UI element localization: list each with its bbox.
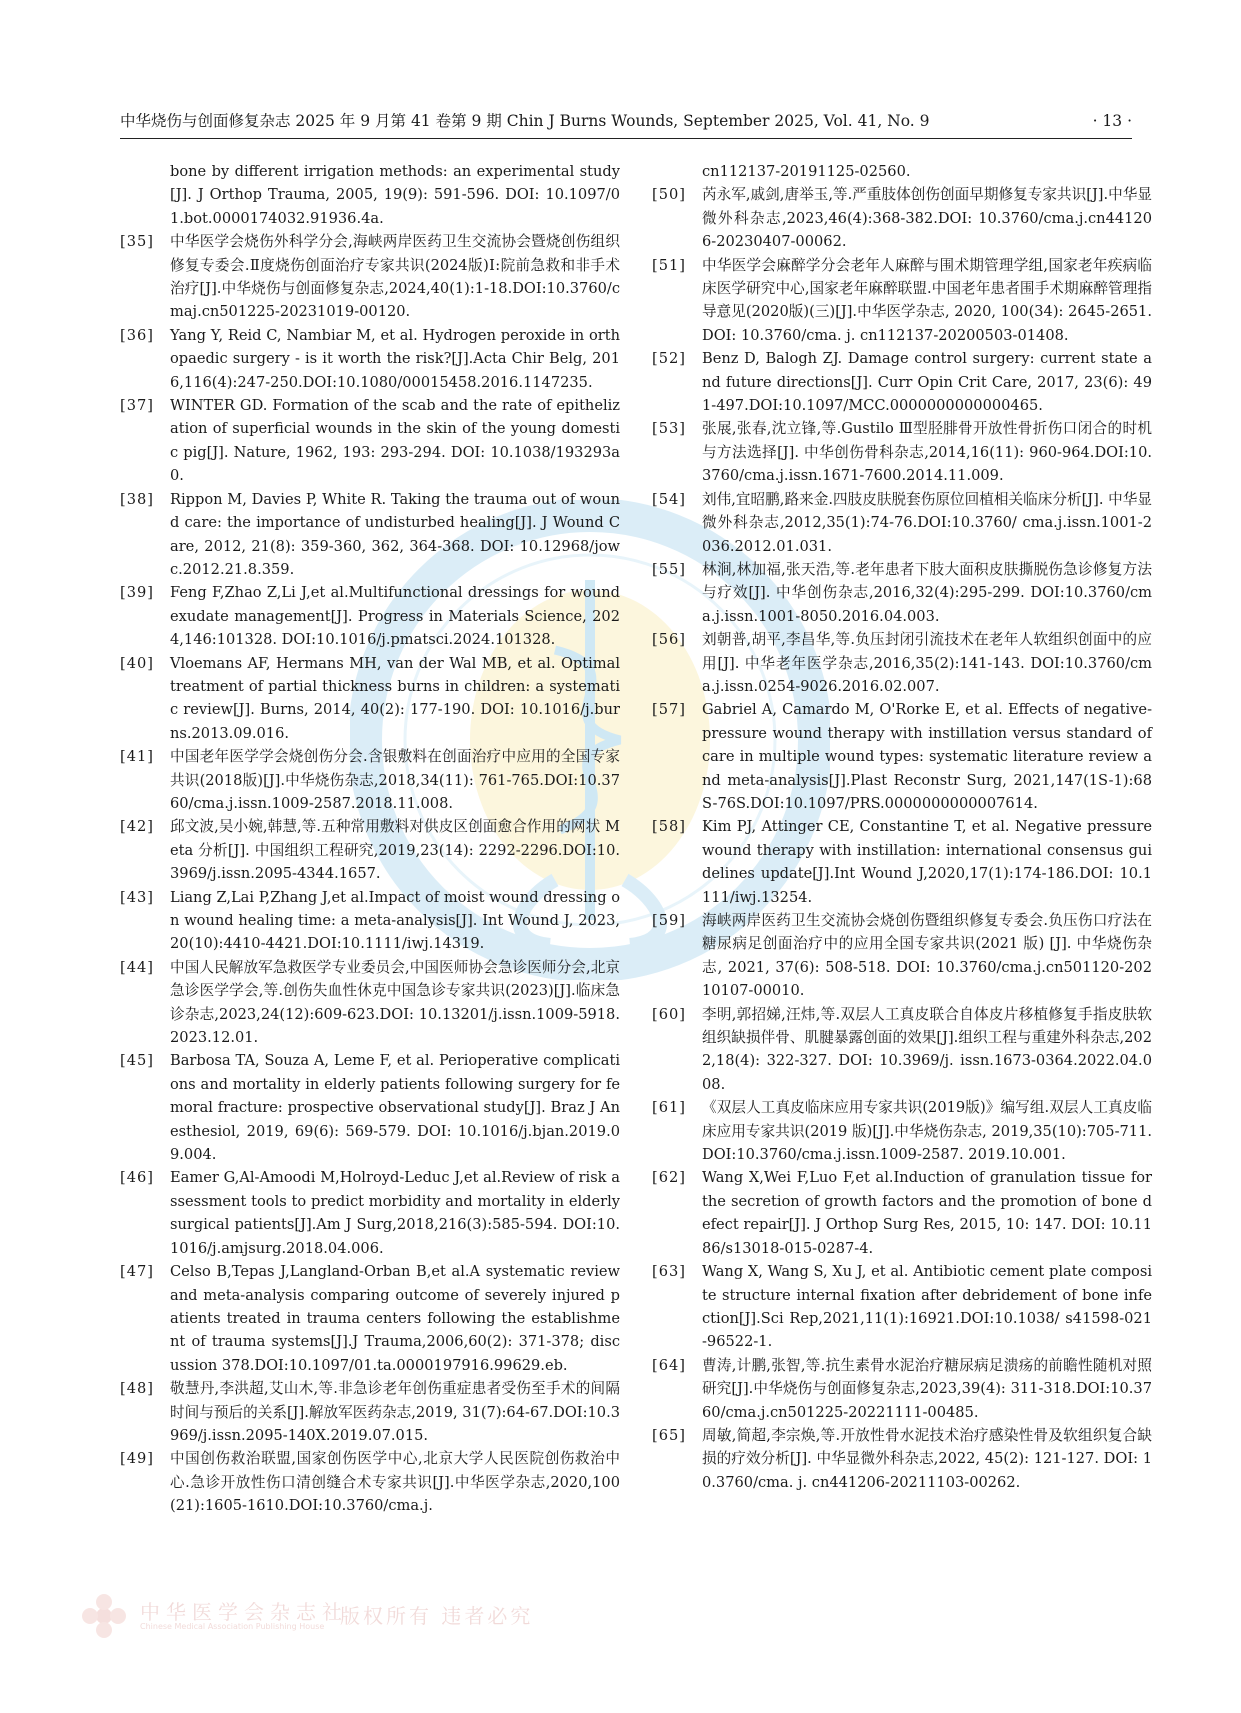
reference-item — [652, 909, 1152, 1003]
reference-text: 曹涛,计鹏,张智,等.抗生素骨水泥治疗糖尿病足溃疡的前瞻性随机对照研究[J].中华烧伤与创面修复杂志,2023,39(4): 311-318.DOI:10.3760/cma.j.cn501225-20221111-00485. — [702, 1356, 1152, 1421]
reference-item — [652, 417, 1152, 487]
reference-item — [120, 488, 620, 582]
reference-number: [48] — [120, 1380, 154, 1398]
reference-number: [50] — [652, 186, 686, 204]
reference-number: [36] — [120, 326, 154, 344]
copyright-notice: 版权所有 违者必究 — [340, 1604, 534, 1628]
reference-number: [38] — [120, 490, 154, 508]
reference-number: [42] — [120, 818, 154, 836]
reference-text: Barbosa TA, Souza A, Leme F, et al. Perioperative complications and mortality in elderly patients following surgery for femoral fracture: prospective observational study[J]. Braz J Anesthesiol, 2019, 69(6): 569-579. DOI: 10.1016/j.bjan.2019.09.004. — [170, 1052, 620, 1164]
reference-text: 张展,张春,沈立锋,等.Gustilo Ⅲ型胫腓骨开放性骨折伤口闭合的时机与方法选择[J]. 中华创伤骨科杂志,2014,16(11): 960-964.DOI:10.3760/cma.j.issn.1671-7600.2014.11.009. — [702, 420, 1152, 485]
reference-number: [39] — [120, 584, 154, 602]
reference-number: [57] — [652, 701, 686, 719]
reference-item — [120, 1049, 620, 1166]
reference-number: [51] — [652, 256, 686, 274]
reference-item — [120, 1260, 620, 1377]
reference-item — [120, 745, 620, 815]
reference-text: 周敏,简超,李宗焕,等.开放性骨水泥技术治疗感染性骨及软组织复合缺损的疗效分析[J]. 中华显微外科杂志,2022, 45(2): 121-127. DOI: 10.3760/cma. j. cn441206-20211103-00262. — [702, 1426, 1152, 1491]
reference-text: Gabriel A, Camardo M, O'Rorke E, et al. Effects of negative-pressure wound therapy with instillation versus standard of care in multiple wound types: systematic literature review and meta-analysis[J].Plast Reconstr Surg, 2021,147(1S-1):68S-76S.DOI:10.1097/PRS.0000000000007614. — [702, 701, 1152, 812]
reference-text: Eamer G,Al-Amoodi M,Holroyd-Leduc J,et al.Review of risk assessment tools to predict morbidity and mortality in elderly surgical patients[J].Am J Surg,2018,216(3):585-594. DOI:10.1016/j.amjsurg.2018.04.006. — [170, 1169, 620, 1257]
reference-text: WINTER GD. Formation of the scab and the rate of epithelization of superficial wounds in the skin of the young domestic pig[J]. Nature, 1962, 193: 293-294. DOI: 10.1038/193293a0. — [170, 397, 620, 485]
publisher-name-en: Chinese Medical Association Publishing House — [140, 1622, 325, 1631]
reference-text: Liang Z,Lai P,Zhang J,et al.Impact of moist wound dressing on wound healing time: a meta-analysis[J]. Int Wound J, 2023,20(10):4410-4421.DOI:10.1111/iwj.14319. — [170, 888, 620, 953]
reference-number: [37] — [120, 397, 154, 415]
reference-item — [652, 1003, 1152, 1097]
reference-number: [55] — [652, 560, 686, 578]
reference-text: Wang X,Wei F,Luo F,et al.Induction of granulation tissue for the secretion of growth factors and the promotion of bone defect repair[J]. J Orthop Surg Res, 2015, 10: 147. DOI: 10.1186/s13018-015-0287-4. — [702, 1169, 1152, 1257]
reference-item — [652, 1424, 1152, 1494]
reference-item — [120, 652, 620, 746]
reference-item — [120, 1447, 620, 1517]
reference-text: 林涧,林加福,张天浩,等.老年患者下肢大面积皮肤撕脱伤急诊修复方法与疗效[J]. 中华创伤杂志,2016,32(4):295-299. DOI:10.3760/cma.j.issn.1001-8050.2016.04.003. — [702, 560, 1152, 625]
reference-text: 《双层人工真皮临床应用专家共识(2019版)》编写组.双层人工真皮临床应用专家共识(2019 版)[J].中华烧伤杂志, 2019,35(10):705-711.DOI:10.3760/cma.j.issn.1009-2587. 2019.10.001. — [702, 1099, 1152, 1164]
reference-text: 邱文波,吴小婉,韩慧,等.五种常用敷料对供皮区创面愈合作用的网状 Meta 分析[J]. 中国组织工程研究,2019,23(14): 2292-2296.DOI:10.3969/j.issn.2095-4344.1657. — [170, 818, 620, 883]
reference-item — [652, 815, 1152, 909]
reference-number: [41] — [120, 748, 154, 766]
reference-text: Yang Y, Reid C, Nambiar M, et al. Hydrogen peroxide in orthopaedic surgery - is it worth the risk?[J].Acta Chir Belg, 2016,116(4):247-250.DOI:10.1080/00015458.2016.1147235. — [170, 326, 620, 391]
reference-text: 海峡两岸医药卫生交流协会烧创伤暨组织修复专委会.负压伤口疗法在糖尿病足创面治疗中的应用全国专家共识(2021 版) [J]. 中华烧伤杂志, 2021, 37(6): 508-518. DOI: 10.3760/cma.j.cn501120-20210107-00010. — [702, 912, 1152, 1000]
reference-text: 中国老年医学学会烧创伤分会.含银敷料在创面治疗中应用的全国专家共识(2018版)[J].中华烧伤杂志,2018,34(11): 761-765.DOI:10.3760/cma.j.issn.1009-2587.2018.11.008. — [170, 748, 620, 812]
reference-item — [652, 558, 1152, 628]
reference-number: [49] — [120, 1450, 154, 1468]
reference-item — [120, 815, 620, 885]
reference-item — [652, 347, 1152, 417]
running-header — [120, 110, 1132, 139]
reference-text: 刘朝普,胡平,李昌华,等.负压封闭引流技术在老年人软组织创面中的应用[J]. 中华老年医学杂志,2016,35(2):141-143. DOI:10.3760/cma.j.issn.0254-9026.2016.02.007. — [702, 631, 1152, 695]
reference-item — [120, 956, 620, 1050]
journal-citation: 中华烧伤与创面修复杂志 2025 年 9 月第 41 卷第 9 期 Chin J Burns Wounds, September 2025, Vol. 41, No. 9 — [120, 112, 930, 130]
reference-item — [652, 183, 1152, 253]
reference-item — [652, 1096, 1152, 1166]
reference-text: cn112137-20191125-02560. — [702, 163, 911, 180]
page-number: · 13 · — [1092, 112, 1132, 130]
reference-text: Feng F,Zhao Z,Li J,et al.Multifunctional dressings for wound exudate management[J]. Progress in Materials Science, 2024,146:101328. DOI:10.1016/j.pmatsci.2024.101328. — [170, 584, 620, 649]
reference-item — [120, 394, 620, 488]
reference-item — [652, 628, 1152, 698]
reference-number: [59] — [652, 912, 686, 929]
publisher-flower-icon — [80, 1592, 128, 1640]
reference-item — [652, 1166, 1152, 1260]
reference-number: [58] — [652, 818, 686, 836]
reference-item — [652, 160, 1152, 183]
publisher-watermark — [80, 1592, 550, 1644]
reference-item — [120, 230, 620, 324]
reference-text: 刘伟,宜昭鹏,路来金.四肢皮肤脱套伤原位回植相关临床分析[J]. 中华显微外科杂志,2012,35(1):74-76.DOI:10.3760/ cma.j.issn.1001-2036.2012.01.031. — [702, 490, 1152, 555]
reference-number: [46] — [120, 1169, 154, 1187]
reference-text: Benz D, Balogh ZJ. Damage control surgery: current state and future directions[J]. Curr Opin Crit Care, 2017, 23(6): 491-497.DOI:10.1097/MCC.0000000000000465. — [702, 350, 1152, 415]
reference-text: 中华医学会烧伤外科学分会,海峡两岸医药卫生交流协会暨烧创伤组织修复专委会.Ⅱ度烧伤创面治疗专家共识(2024版)Ⅰ:院前急救和非手术治疗[J].中华烧伤与创面修复杂志,2024,40(1):1-18.DOI:10.3760/cmaj.cn501225-20231019-00120. — [170, 233, 620, 321]
reference-text: Wang X, Wang S, Xu J, et al. Antibiotic cement plate composite structure internal fixation after debridement of bone infection[J].Sci Rep,2021,11(1):16921.DOI:10.1038/ s41598-021-96522-1. — [702, 1263, 1152, 1351]
reference-list-left — [120, 160, 620, 1518]
reference-item — [652, 1260, 1152, 1354]
reference-number: [56] — [652, 631, 686, 649]
reference-number: [54] — [652, 490, 686, 508]
reference-number: [63] — [652, 1263, 686, 1281]
reference-text: 敬慧丹,李洪超,艾山木,等.非急诊老年创伤重症患者受伤至手术的间隔时间与预后的关系[J].解放军医药杂志,2019, 31(7):64-67.DOI:10.3969/j.issn.2095-140X.2019.07.015. — [170, 1380, 620, 1444]
reference-number: [65] — [652, 1426, 686, 1444]
reference-item — [120, 1377, 620, 1447]
reference-item — [120, 886, 620, 956]
reference-text: Rippon M, Davies P, White R. Taking the trauma out of wound care: the importance of undisturbed healing[J]. J Wound Care, 2012, 21(8): 359-360, 362, 364-368. DOI: 10.12968/jowc.2012.21.8.359. — [170, 490, 620, 578]
reference-number: [53] — [652, 420, 686, 438]
reference-item — [652, 254, 1152, 348]
reference-list-right — [652, 160, 1152, 1494]
reference-text: bone by different irrigation methods: an experimental study[J]. J Orthop Trauma, 2005, 19(9): 591-596. DOI: 10.1097/01.bot.0000174032.91936.4a. — [170, 163, 620, 227]
reference-item — [120, 1166, 620, 1260]
reference-text: Vloemans AF, Hermans MH, van der Wal MB, et al. Optimal treatment of partial thickness burns in children: a systematic review[J]. Burns, 2014, 40(2): 177-190. DOI: 10.1016/j.burns.2013.09.016. — [170, 654, 620, 742]
reference-number: [43] — [120, 888, 154, 906]
reference-item — [120, 160, 620, 230]
reference-number: [60] — [652, 1005, 686, 1023]
reference-text: 芮永军,戚剑,唐举玉,等.严重肢体创伤创面早期修复专家共识[J].中华显微外科杂志,2023,46(4):368-382.DOI: 10.3760/cma.j.cn441206-20230407-00062. — [702, 186, 1152, 251]
reference-item — [652, 1354, 1152, 1424]
reference-text: Celso B,Tepas J,Langland-Orban B,et al.A systematic review and meta-analysis comparing outcome of severely injured patients treated in trauma centers following the establishment of trauma systems[J].J Trauma,2006,60(2): 371-378; discussion 378.DOI:10.1097/01.ta.0000197916.99629.eb. — [170, 1263, 620, 1374]
reference-number: [44] — [120, 958, 154, 976]
reference-number: [40] — [120, 654, 154, 672]
reference-text: 中国创伤救治联盟,国家创伤医学中心,北京大学人民医院创伤救治中心.急诊开放性伤口清创缝合术专家共识[J].中华医学杂志,2020,100(21):1605-1610.DOI:10.3760/cma.j. — [170, 1450, 620, 1515]
reference-text: 李明,郭招娣,汪炜,等.双层人工真皮联合自体皮片移植修复手指皮肤软组织缺损伴骨、肌腱暴露创面的效果[J].组织工程与重建外科杂志,2022,18(4): 322-327. DOI: 10.3969/j. issn.1673-0364.2022.04.008. — [702, 1005, 1152, 1093]
reference-number: [52] — [652, 350, 686, 368]
reference-text: Kim PJ, Attinger CE, Constantine T, et al. Negative pressure wound therapy with instillation: international consensus guidelines update[J].Int Wound J,2020,17(1):174-186.DOI: 10.1111/iwj.13254. — [702, 818, 1152, 906]
reference-number: [62] — [652, 1169, 686, 1187]
publisher-name-cn: 中华医学会杂志社 — [140, 1600, 348, 1624]
reference-number: [47] — [120, 1263, 154, 1281]
reference-number: [35] — [120, 233, 154, 251]
reference-item — [652, 698, 1152, 815]
reference-item — [120, 324, 620, 394]
reference-item — [652, 488, 1152, 558]
reference-number: [45] — [120, 1052, 154, 1070]
reference-text: 中华医学会麻醉学分会老年人麻醉与围术期管理学组,国家老年疾病临床医学研究中心,国家老年麻醉联盟.中国老年患者围手术期麻醉管理指导意见(2020版)(三)[J].中华医学杂志, 2020, 100(34): 2645-2651. DOI: 10.3760/cma. j. cn112137-20200503-01408. — [702, 256, 1152, 344]
reference-text: 中国人民解放军急救医学专业委员会,中国医师协会急诊医师分会,北京急诊医学学会,等.创伤失血性休克中国急诊专家共识(2023)[J].临床急诊杂志,2023,24(12):609-623.DOI: 10.13201/j.issn.1009-5918.2023.12.01. — [170, 958, 620, 1047]
reference-number: [61] — [652, 1099, 686, 1117]
reference-number: [64] — [652, 1356, 686, 1374]
reference-item — [120, 581, 620, 651]
